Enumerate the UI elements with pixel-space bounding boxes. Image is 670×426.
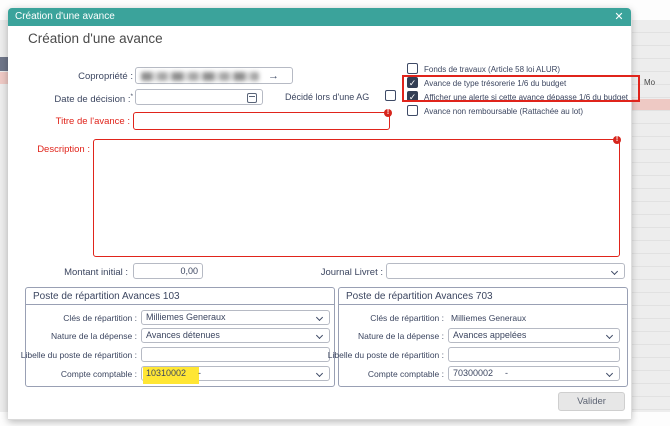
chevron-down-icon <box>611 268 618 275</box>
copropriete-label: Copropriété : <box>78 71 133 82</box>
panel-103-title: Poste de répartition Avances 103 <box>33 291 180 302</box>
panel-avances-103 <box>20 287 335 387</box>
description-label: Description : <box>37 144 90 155</box>
libelle-poste-input[interactable] <box>141 347 330 362</box>
libelle-poste-label: Libelle du poste de répartition : <box>20 350 137 360</box>
journal-livret-dropdown[interactable] <box>386 263 625 279</box>
goto-arrow-icon[interactable]: → <box>268 70 279 82</box>
panel-703-title: Poste de répartition Avances 703 <box>346 291 493 302</box>
cles-repartition-dropdown[interactable]: Milliemes Generaux <box>141 310 330 325</box>
checkbox-avance-tresorerie-label: Avance de type trésorerie 1/6 du budget <box>424 79 567 88</box>
chevron-down-icon <box>316 370 323 377</box>
chevron-down-icon <box>316 314 323 321</box>
description-textarea[interactable] <box>93 139 620 257</box>
journal-livret-label: Journal Livret : <box>320 267 383 278</box>
chevron-down-icon <box>606 370 613 377</box>
montant-initial-label: Montant initial : <box>64 267 128 278</box>
cles-repartition-label: Clés de répartition : <box>370 313 444 323</box>
alert-badge-icon <box>613 136 621 144</box>
date-decision-label: Date de décision :* <box>54 93 133 106</box>
decide-ag-checkbox[interactable] <box>385 90 396 101</box>
chevron-down-icon <box>316 332 323 339</box>
nature-depense-dropdown[interactable]: Avances appelées <box>448 328 620 343</box>
libelle-poste-label: Libelle du poste de répartition : <box>327 350 444 360</box>
page-title: Création d'une avance <box>28 31 163 46</box>
background-left-pink-row <box>0 72 8 84</box>
calendar-icon[interactable] <box>247 93 257 103</box>
copropriete-field[interactable] <box>135 67 293 84</box>
background-left-dark-row <box>0 57 8 71</box>
panel-103-separator <box>26 304 334 305</box>
libelle-poste-input[interactable] <box>448 347 620 362</box>
checkbox-non-remboursable-label: Avance non remboursable (Rattachée au lot) <box>424 107 584 116</box>
checkbox-fonds-travaux[interactable] <box>407 63 418 74</box>
decide-ag-label: Décidé lors d'une AG <box>285 92 370 102</box>
background-text-fragment: Mo <box>644 78 656 87</box>
nature-depense-label: Nature de la dépense : <box>357 331 444 341</box>
compte-comptable-label: Compte comptable : <box>60 369 137 379</box>
copropriete-redacted-value <box>141 72 259 81</box>
close-icon[interactable]: ✕ <box>614 11 624 23</box>
checkbox-fonds-travaux-label: Fonds de travaux (Article 58 loi ALUR) <box>424 65 561 74</box>
required-mark: * <box>130 93 133 100</box>
titre-avance-input[interactable] <box>133 112 390 130</box>
panel-703-separator <box>339 304 627 305</box>
date-decision-field[interactable] <box>135 89 263 105</box>
titre-avance-label: Titre de l'avance : <box>55 116 130 127</box>
cles-repartition-value: Milliemes Generaux <box>451 313 527 323</box>
background-right-pink-row <box>632 99 670 110</box>
montant-initial-input[interactable] <box>134 264 202 278</box>
checkbox-afficher-alerte-label: Afficher une alerte si cette avance dépasse 1/6 du budget <box>424 93 628 102</box>
checkbox-afficher-alerte[interactable] <box>407 91 418 102</box>
valider-button[interactable]: Valider <box>558 392 625 411</box>
cles-repartition-label: Clés de répartition : <box>63 313 137 323</box>
compte-comptable-label: Compte comptable : <box>367 369 444 379</box>
libelle-poste-input-inner[interactable] <box>146 348 329 361</box>
compte-comptable-dropdown[interactable]: 70300002 - <box>448 366 620 381</box>
checkbox-non-remboursable[interactable] <box>407 105 418 116</box>
montant-initial-field[interactable] <box>133 263 203 279</box>
nature-depense-label: Nature de la dépense : <box>50 331 137 341</box>
alert-badge-icon <box>384 109 392 117</box>
dialog-titlebar: Création d'une avance <box>8 8 631 26</box>
chevron-down-icon <box>606 332 613 339</box>
checkbox-avance-tresorerie[interactable] <box>407 77 418 88</box>
titre-avance-input-inner[interactable] <box>134 113 389 129</box>
panel-avances-703 <box>327 287 628 387</box>
compte-comptable-dropdown[interactable]: 10310002 - <box>141 366 330 381</box>
nature-depense-dropdown[interactable]: Avances détenues <box>141 328 330 343</box>
libelle-poste-input-inner[interactable] <box>453 348 619 361</box>
